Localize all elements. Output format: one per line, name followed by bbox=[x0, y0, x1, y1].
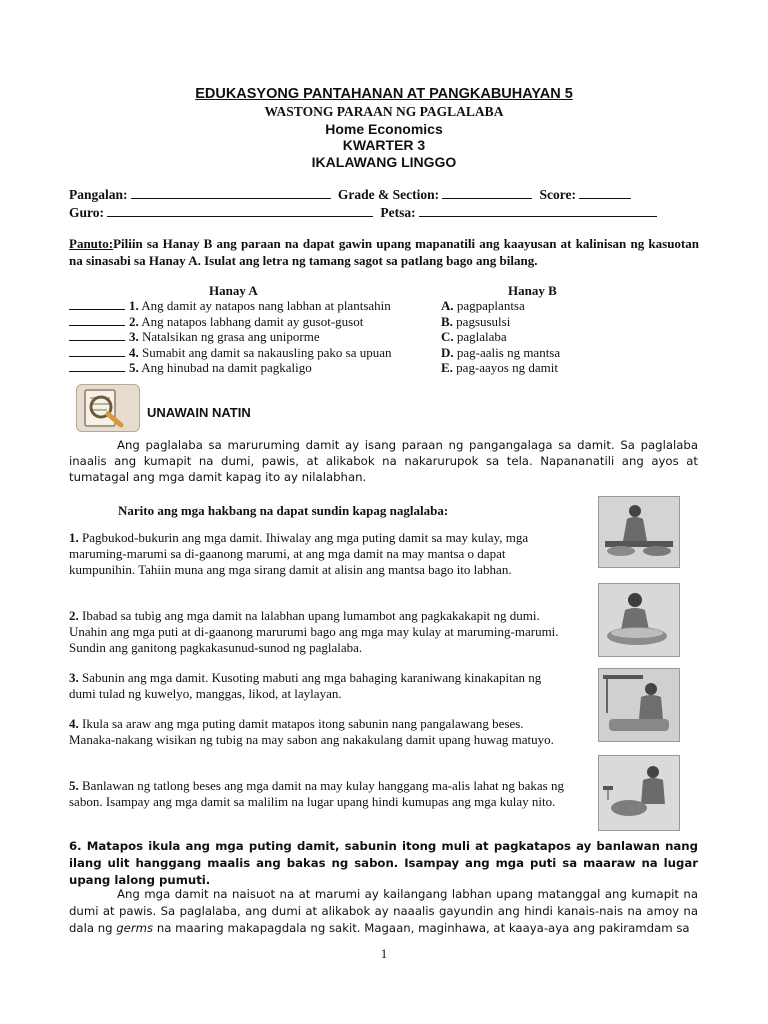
document-title: EDUKASYONG PANTAHANAN AT PANGKABUHAYAN 5 bbox=[195, 86, 573, 102]
instructions-text: Piliin sa Hanay B ang paraan na dapat gawin upang mapanatili ang kaayusan at kalinisan ng kasuotan na sinasabi sa Hanay A. Isulat ang letra ng tamang sagot sa patlang bago ang bilang. bbox=[69, 236, 699, 268]
rinsing-clothes-illustration bbox=[598, 755, 680, 831]
hanay-a-item bbox=[69, 329, 320, 345]
hanay-a-item bbox=[69, 345, 391, 361]
grade-section-label: Grade & Section: bbox=[337, 187, 440, 202]
week-label: IKALAWANG LINGGO bbox=[311, 154, 457, 170]
step-text: Ikula sa araw ang mga puting damit matapos itong sabunin nang pangalawang beses. Manaka-nakang wisikan ng tubig na may sabon ang nakakulang damit upang huwag matuyo. bbox=[69, 716, 554, 747]
student-info-row bbox=[69, 186, 635, 203]
subject-label: Home Economics bbox=[325, 121, 443, 137]
hanay-a-item bbox=[69, 314, 363, 330]
hanay-a-header: Hanay A bbox=[209, 283, 258, 298]
teacher-field[interactable] bbox=[107, 204, 373, 217]
step-text: Sabunin ang mga damit. Kusoting mabuti ang mga bahaging karaniwang kinakapitan ng dumi tulad ng kuwelyo, manggas, likod, at laylayan. bbox=[69, 670, 542, 701]
item-text: Sumabit ang damit sa nakausling pako sa upuan bbox=[142, 345, 392, 360]
step-number: 1. bbox=[69, 530, 79, 545]
teacher-label: Guro: bbox=[69, 205, 105, 220]
intro-text: Ang paglalaba sa maruruming damit ay isang paraan ng pangangalaga sa damit. Sa paglalaba inaalis ang kumapit na dumi, pawis, at alikabok na nakarurupok sa tela. Napananatili ang ayos at tumatagal ang mga damit kapag ito ay nilalabhan. bbox=[69, 438, 698, 484]
hanay-b-item bbox=[441, 314, 510, 330]
choice-letter: B. bbox=[441, 314, 453, 329]
intro-paragraph bbox=[69, 437, 698, 485]
score-field[interactable] bbox=[579, 186, 631, 199]
step-item bbox=[69, 670, 569, 702]
section-title: UNAWAIN NATIN bbox=[147, 405, 251, 420]
name-label: Pangalan: bbox=[69, 187, 128, 202]
choice-letter: D. bbox=[441, 345, 454, 360]
answer-blank[interactable] bbox=[69, 314, 125, 326]
choice-text: pag-aalis ng mantsa bbox=[456, 345, 561, 360]
hanay-b-item bbox=[441, 298, 525, 314]
item-text: Ang natapos labhang damit ay gusot-gusot bbox=[141, 314, 364, 329]
item-number: 2. bbox=[129, 314, 139, 329]
hanay-a-item bbox=[69, 360, 312, 376]
choice-text: pag-aayos ng damit bbox=[456, 360, 558, 375]
choice-text: pagpaplantsa bbox=[456, 298, 525, 313]
step-text: Pagbukod-bukurin ang mga damit. Ihiwalay ang mga puting damit sa may kulay, mga maruming-marumi sa di-gaanong marumi, at ang mga damit na may mantsa o dapat kumpunihin. Tahiin muna ang mga sirang damit at alisin ang mantsa bago ito labhan. bbox=[69, 530, 529, 577]
instructions-label: Panuto: bbox=[69, 236, 114, 251]
date-field[interactable] bbox=[419, 204, 657, 217]
step-number: 6. bbox=[69, 839, 82, 853]
sorting-clothes-illustration bbox=[598, 496, 680, 568]
choice-text: pagsusulsi bbox=[456, 314, 511, 329]
hanay-b-item bbox=[441, 329, 507, 345]
answer-blank[interactable] bbox=[69, 360, 125, 372]
closing-paragraph bbox=[69, 886, 698, 937]
step-item bbox=[69, 838, 698, 889]
quarter-label: KWARTER 3 bbox=[342, 137, 426, 153]
step-item bbox=[69, 530, 569, 578]
grade-section-field[interactable] bbox=[442, 186, 532, 199]
step-item bbox=[69, 608, 569, 656]
choice-text: paglalaba bbox=[456, 329, 507, 344]
step-text: Matapos ikula ang mga puting damit, sabunin itong muli at pagkatapos ay banlawan nang ilang ulit hanggang maalis ang bakas ng sabon. Isampay ang mga puti sa maaraw na lugar upang lalong pumuti. bbox=[69, 839, 698, 887]
step-text: Banlawan ng tatlong beses ang mga damit na may kulay hanggang ma-alis lahat ng bakas ng sabon. Isampay ang mga damit sa malilim na lugar upang hindi kumupas ang mga kulay nito. bbox=[69, 778, 564, 809]
step-number: 2. bbox=[69, 608, 79, 623]
item-text: Ang damit ay natapos nang labhan at plantsahin bbox=[141, 298, 391, 313]
step-item bbox=[69, 778, 569, 810]
page-number: 1 bbox=[380, 946, 388, 961]
step-item bbox=[69, 716, 569, 748]
instructions bbox=[69, 235, 699, 269]
hanay-b-item bbox=[441, 345, 560, 361]
name-field[interactable] bbox=[131, 186, 331, 199]
item-text: Ang hinubad na damit pagkaligo bbox=[141, 360, 312, 375]
item-number: 3. bbox=[129, 329, 139, 344]
hanay-a-item bbox=[69, 298, 391, 314]
steps-heading: Narito ang mga hakbang na dapat sundin kapag naglalaba: bbox=[118, 503, 449, 518]
item-number: 1. bbox=[129, 298, 139, 313]
choice-letter: E. bbox=[441, 360, 453, 375]
score-label: Score: bbox=[539, 187, 576, 202]
hanay-b-header: Hanay B bbox=[508, 283, 557, 298]
scrubbing-clothes-illustration bbox=[598, 668, 680, 742]
step-number: 4. bbox=[69, 716, 79, 731]
lesson-topic: WASTONG PARAAN NG PAGLALABA bbox=[264, 104, 504, 119]
magnifier-document-icon bbox=[76, 384, 140, 432]
step-number: 5. bbox=[69, 778, 79, 793]
item-number: 4. bbox=[129, 345, 139, 360]
answer-blank[interactable] bbox=[69, 298, 125, 310]
closing-text-italic: germs bbox=[116, 921, 154, 935]
item-number: 5. bbox=[129, 360, 139, 375]
hanay-b-item bbox=[441, 360, 558, 376]
closing-text-end: na maaring makapagdala ng sakit. Magaan, maginhawa, at kaaya-aya ang pakiramdam sa bbox=[153, 921, 690, 935]
answer-blank[interactable] bbox=[69, 345, 125, 357]
date-label: Petsa: bbox=[380, 205, 416, 220]
soaking-clothes-illustration bbox=[598, 583, 680, 657]
answer-blank[interactable] bbox=[69, 329, 125, 341]
step-text: Ibabad sa tubig ang mga damit na lalabhan upang lumambot ang pagkakakapit ng dumi. Unahin ang mga puti at di-gaanong marurumi bago ang mga may kulay at maruming-marumi. Sundin ang ganitong pagkakasunud-sunod ng paglalaba. bbox=[69, 608, 559, 655]
closing-text-start: Ang mga damit na naisuot na at marumi ay kailangang labhan upang matanggal ang kumapit na dumi at pawis. Sa paglalaba, ang dumi at alikabok ay naaalis gayundin ang hindi kanais-nais na amoy na dala ng bbox=[69, 887, 698, 935]
teacher-info-row bbox=[69, 204, 661, 221]
item-text: Natalsikan ng grasa ang uniporme bbox=[142, 329, 320, 344]
step-number: 3. bbox=[69, 670, 79, 685]
choice-letter: C. bbox=[441, 329, 454, 344]
choice-letter: A. bbox=[441, 298, 454, 313]
